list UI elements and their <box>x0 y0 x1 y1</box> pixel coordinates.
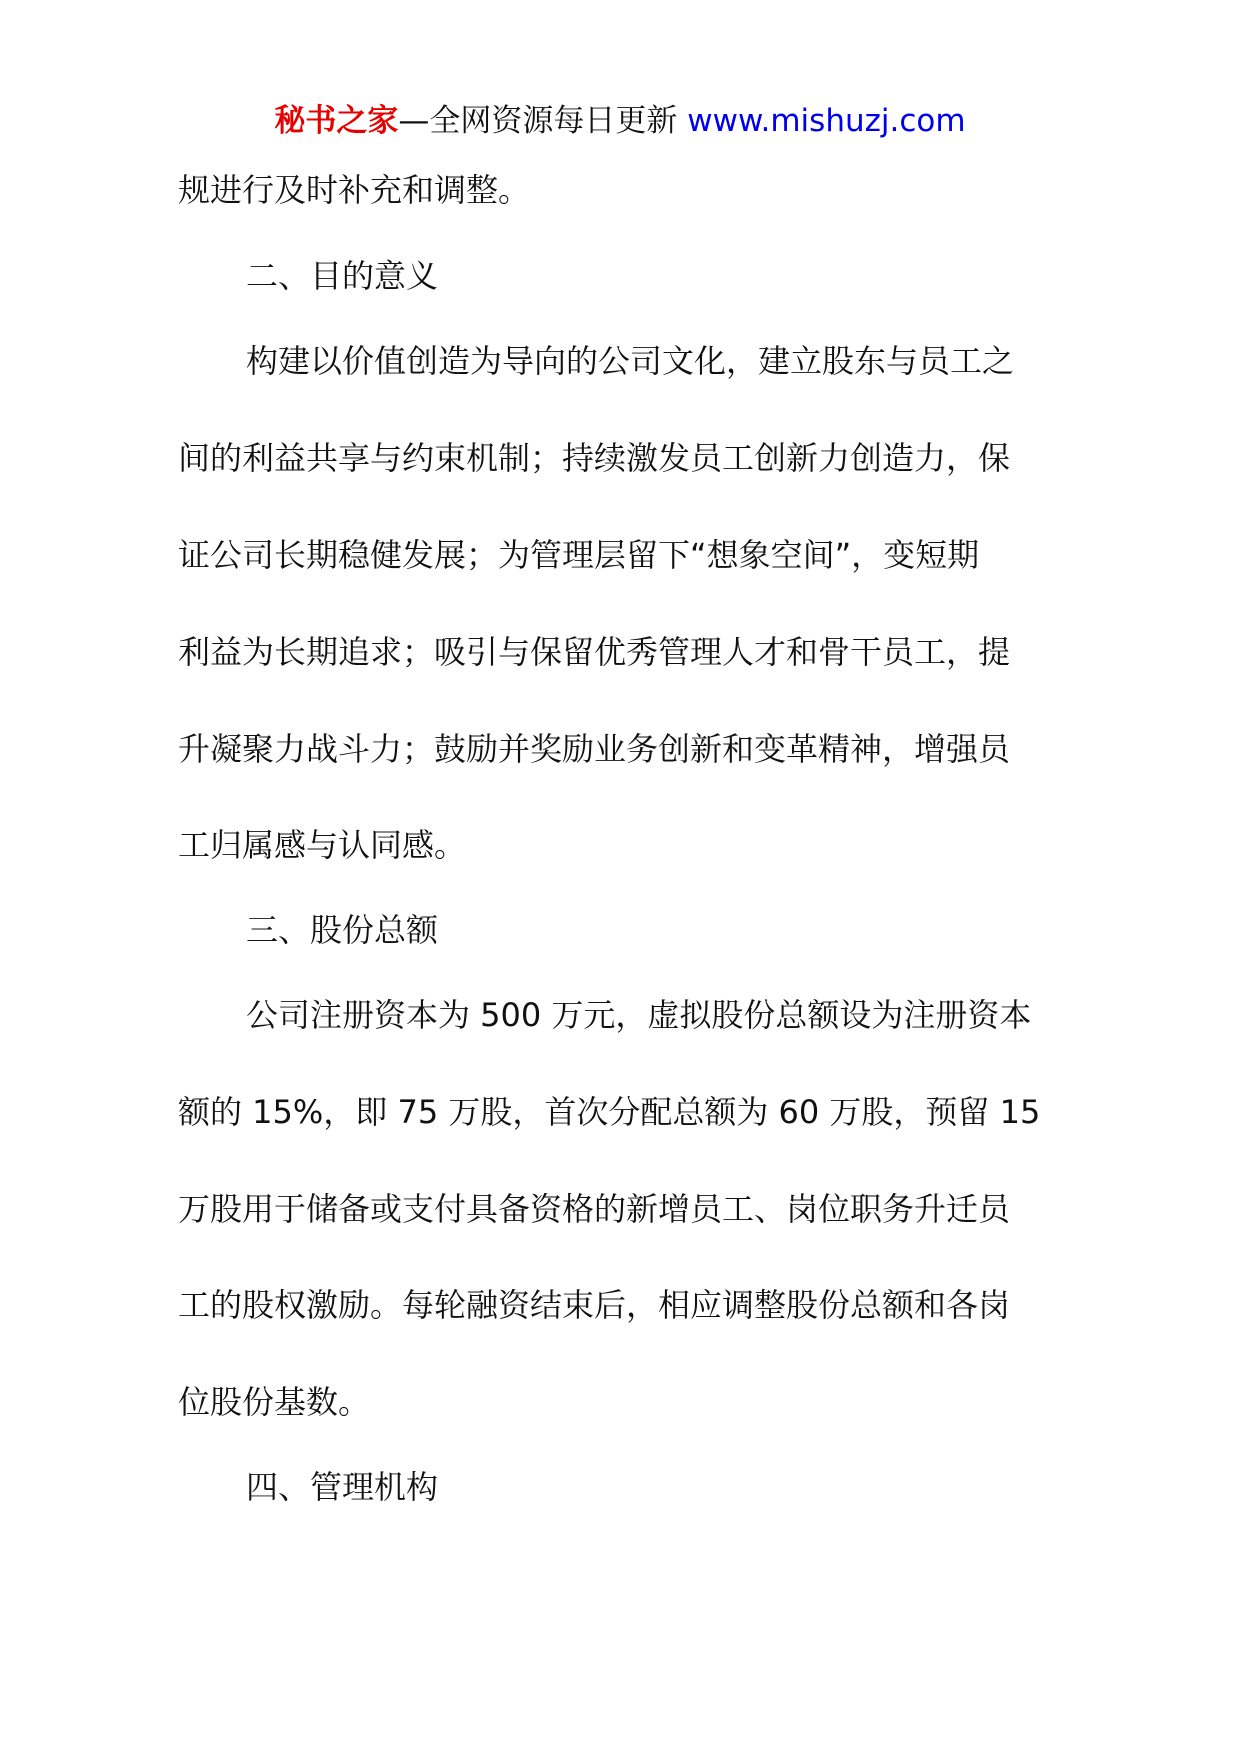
header-tagline: —全网资源每日更新 <box>398 103 688 139</box>
body-line: 证公司长期稳健发展；为管理层留下“想象空间”，变短期 <box>178 536 980 574</box>
body-line: 位股份基数。 <box>178 1383 371 1421</box>
body-line: 工归属感与认同感。 <box>178 826 467 864</box>
body-line: 间的利益共享与约束机制；持续激发员工创新力创造力，保 <box>178 439 1011 477</box>
body-line: 额的 15%，即 75 万股，首次分配总额为 60 万股，预留 15 <box>178 1093 1041 1131</box>
body-line: 构建以价值创造为导向的公司文化，建立股东与员工之 <box>246 342 1015 380</box>
body-line: 利益为长期追求；吸引与保留优秀管理人才和骨干员工，提 <box>178 633 1011 671</box>
site-link[interactable]: www.mishuzj.com <box>687 103 966 139</box>
body-line: 规进行及时补充和调整。 <box>178 171 531 209</box>
brand-name: 秘书之家 <box>274 103 399 139</box>
body-line: 升凝聚力战斗力；鼓励并奖励业务创新和变革精神，增强员 <box>178 730 1011 768</box>
section-heading-purpose: 二、目的意义 <box>246 257 439 295</box>
section-heading-management: 四、管理机构 <box>246 1468 439 1506</box>
body-line: 公司注册资本为 500 万元，虚拟股份总额设为注册资本 <box>246 996 1032 1034</box>
section-heading-shares: 三、股份总额 <box>246 911 439 949</box>
body-line: 工的股权激励。每轮融资结束后，相应调整股份总额和各岗 <box>178 1286 1011 1324</box>
page-header <box>0 101 1240 141</box>
body-line: 万股用于储备或支付具备资格的新增员工、岗位职务升迁员 <box>178 1190 1011 1228</box>
